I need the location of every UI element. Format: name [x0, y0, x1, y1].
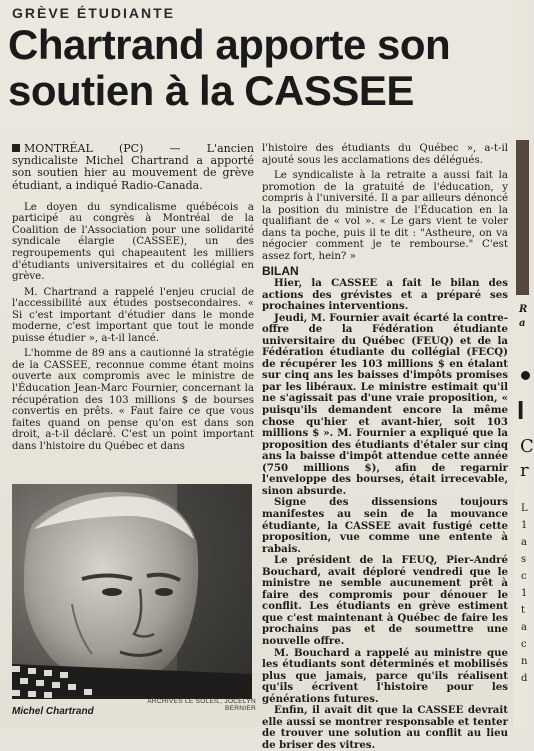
subheading: BILAN: [262, 264, 299, 279]
fragment: a: [521, 537, 527, 548]
adjacent-letter: C: [520, 436, 534, 457]
photo-credit: ARCHIVES LE SOLEIL, JOCELYN BERNIER: [147, 698, 256, 712]
dateline: MONTRÉAL (PC) —: [24, 142, 181, 155]
portrait-photo: [12, 484, 252, 699]
adjacent-article-edge: [513, 0, 534, 727]
paragraph: Enfin, il avait dit que la CASSEE devrait elle aussi se montrer responsable et tenter de trouver une solution au conflit au lieu de briser des vitres.: [262, 704, 508, 751]
fragment: c: [521, 571, 527, 582]
lead-text: L'ancien syndicaliste Michel Chartrand a apporté son soutien hier au mouvement de grève étudiant, a indiqué Radio-Canada.: [12, 142, 254, 192]
fragment: t: [521, 605, 526, 616]
paragraph: Signe des dissensions toujours manifestes au sein de la mouvance étudiante, la CASSEE avait fustigé cette proposition, vue comme une entente à rabais.: [262, 496, 508, 555]
paragraph: Hier, la CASSEE a fait le bilan des actions des grévistes et a préparé ses prochaines interventions.: [262, 277, 508, 313]
fragment: d: [521, 673, 528, 684]
fragment: 1: [521, 520, 528, 531]
bullet-dot-icon: [521, 371, 530, 380]
paragraph: M. Bouchard a rappelé au ministre que les étudiants sont déterminés et mobilisés plus que jamais, parce qu'ils réalisent qu'ils écrivent l'histoire pour les générations futures.: [262, 646, 508, 705]
photo-caption: Michel Chartrand: [12, 706, 94, 717]
paragraph: Jeudi, M. Fournier avait écarté la contre-offre de la Fédération étudiante universitaire du Québec (FEUQ) et de la Fédération étudiante du collégial (FECQ) de récupérer les 103 millions $ en étalant sur cinq ans les baisses d'impôts promises par les libéraux. Le ministre estimait qu'il ne s'agissait pas d'une vraie proposition, « puisqu'ils demandent encore la même chose qu'hier et avant-hier, soit 103 millions $ ». M. Fournier a expliqué que la proposition des étudiants d'étaler sur cinq ans la baisse d'impôt attendue cette année (750 millions $), afin de regarnir l'enveloppe des bourses, était irrecevable, sinon absurde.: [262, 311, 508, 497]
article-headline: Chartrand apporte son soutien à la CASSEE: [8, 21, 451, 114]
adjacent-letter: r: [520, 460, 529, 481]
adjacent-text-fragments: [521, 500, 528, 687]
article-column-2: [262, 143, 508, 751]
adjacent-letter: R: [519, 304, 528, 315]
paragraph: l'histoire des étudiants du Québec », a-t-il ajouté sous les acclamations des délégués.: [262, 143, 508, 166]
paragraph: M. Chartrand a rappelé l'enjeu crucial de l'accessibilité aux études postsecondaires. « Si c'est important d'étudier dans le monde moderne, c'est important que tout le monde puisse étudier », a-t-il lancé.: [12, 286, 254, 344]
fragment: a: [521, 622, 527, 633]
fragment: 1: [521, 588, 528, 599]
portrait-illustration: [12, 484, 252, 699]
article-column-1: [12, 143, 254, 452]
article-lead: [12, 143, 254, 192]
bullet-square-icon: [12, 144, 20, 152]
fragment: L: [521, 503, 528, 514]
paragraph: Le président de la FEUQ, Pier-André Bouchard, avait déploré vendredi que le ministre ne semble aucunement prêt à faire des compromis pour dénouer le conflit. Les étudiants en grève estiment que c'est maintenant à Québec de faire les prochains pas et de soumettre une nouvelle offre.: [262, 554, 508, 647]
paragraph: L'homme de 89 ans a cautionné la stratégie de la CASSEE, reconnue comme étant moins ouverte aux compromis avec le ministre de l'Éducation Jean-Marc Fournier, concernant la récupération des 103 millions $ de bourses convertis en prêts. « Faut faire ce que vous faites quand on pense qu'on est dans son droit, a-t-il déclaré. C'est un point important dans l'histoire du Québec et dans: [12, 348, 254, 452]
paragraph: Le syndicaliste à la retraite a aussi fait la promotion de la gratuité de l'éducation, y compris à l'université. Il a par ailleurs dénoncé la position du ministre de l'Éducation en la qualifiant de « vol ». « Le gars vient te voler dans ta poche, puis il te dit : "Astheure, on va négocier comment je te rembourse." C'est assez fort, hein? »: [262, 170, 508, 262]
fragment: n: [521, 656, 528, 667]
fragment: c: [521, 639, 527, 650]
adjacent-letter: a: [519, 318, 526, 329]
adjacent-photo: [516, 140, 529, 295]
article-kicker: GRÈVE ÉTUDIANTE: [12, 5, 176, 21]
paragraph: Le doyen du syndicalisme québécois a participé au congrès à Montréal de la Coalition de l'Association pour une solidarité syndicale élargie (CASSEE), un des regroupements qui chapeautent les milliers d'étudiants universitaires et du collégial en grève.: [12, 201, 254, 283]
fragment: s: [521, 554, 527, 565]
adjacent-headline-letter: I: [517, 395, 525, 425]
